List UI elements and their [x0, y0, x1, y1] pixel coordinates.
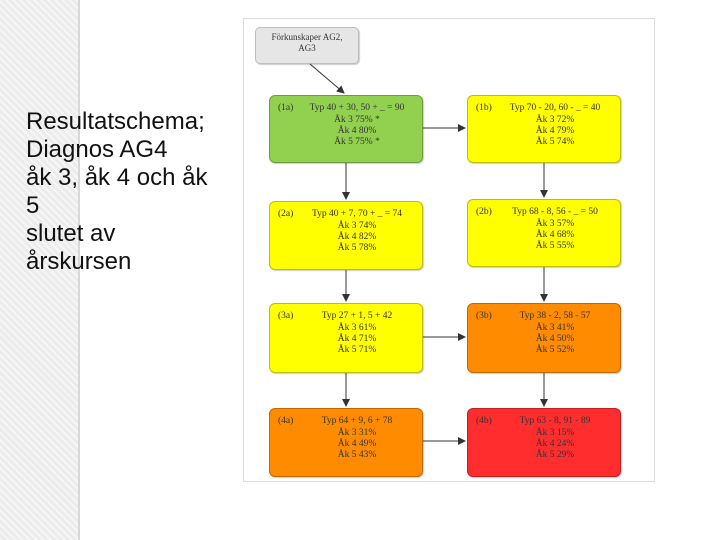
node-row: Åk 5 75% * — [334, 137, 380, 147]
node-row: Åk 3 57% — [535, 219, 575, 229]
node-head: Typ 68 - 8, 56 - _ = 50 — [512, 207, 598, 217]
node-row: Åk 3 61% — [337, 323, 377, 333]
node-row: Åk 3 72% — [535, 115, 575, 125]
node-head: Typ 27 + 1, 5 + 42 — [321, 311, 393, 321]
title-line: Resultatschema; — [26, 108, 205, 135]
node-row: Åk 3 15% — [535, 428, 575, 438]
title-line: slutet av — [26, 220, 116, 247]
node-id: (2b) — [476, 207, 492, 217]
node-row: Åk 3 74% — [337, 221, 377, 231]
node-row: Åk 3 75% * — [334, 115, 380, 125]
node-row: Åk 4 82% — [337, 232, 377, 242]
title-line: 5 — [26, 192, 40, 219]
node-row: Åk 5 43% — [337, 450, 377, 460]
title-line: Diagnos AG4 — [26, 136, 168, 163]
node-head: Typ 63 - 8, 91 - 89 — [519, 416, 591, 426]
node-row: Åk 4 24% — [535, 439, 575, 449]
start-node-line: Förkunskaper AG2, — [271, 32, 343, 42]
node-row: Åk 4 80% — [337, 126, 377, 136]
node-row: Åk 4 49% — [337, 439, 377, 449]
node-row: Åk 3 41% — [535, 323, 575, 333]
node-row: Åk 3 31% — [337, 428, 377, 438]
start-node-line: AG3 — [298, 43, 316, 53]
node-row: Åk 4 50% — [535, 334, 575, 344]
node-id: (1b) — [476, 103, 492, 113]
node-head: Typ 40 + 7, 70 + _ = 74 — [311, 209, 403, 219]
node-head: Typ 40 + 30, 50 + _ = 90 — [309, 103, 405, 113]
node-head: Typ 38 - 2, 58 - 57 — [519, 311, 591, 321]
node-id: (4b) — [476, 416, 492, 426]
node-row: Åk 5 55% — [535, 241, 575, 251]
arrow-start-to-1a — [310, 64, 344, 93]
node-row: Åk 5 78% — [337, 243, 377, 253]
node-head: Typ 64 + 9, 6 + 78 — [321, 416, 393, 426]
node-id: (3b) — [476, 311, 492, 321]
title-line: åk 3, åk 4 och åk — [26, 164, 208, 191]
node-row: Åk 5 74% — [535, 137, 575, 147]
node-head: Typ 70 - 20, 60 - _ = 40 — [509, 103, 601, 113]
node-row: Åk 5 52% — [535, 345, 575, 355]
node-id: (2a) — [278, 209, 294, 219]
node-id: (1a) — [278, 103, 294, 113]
node-id: (4a) — [278, 416, 294, 426]
node-row: Åk 4 79% — [535, 126, 575, 136]
node-row: Åk 5 29% — [535, 450, 575, 460]
node-row: Åk 5 71% — [337, 345, 377, 355]
node-row: Åk 4 68% — [535, 230, 575, 240]
node-id: (3a) — [278, 311, 294, 321]
title-line: årskursen — [26, 248, 132, 275]
node-row: Åk 4 71% — [337, 334, 377, 344]
